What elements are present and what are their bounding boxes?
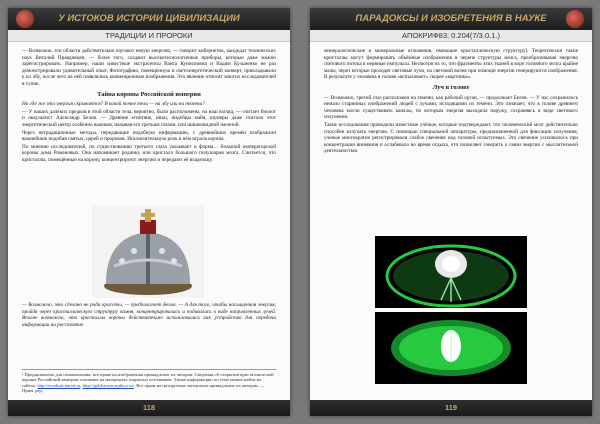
left-page-number: 118 [142,403,156,412]
right-page [310,8,592,416]
footnote-tail: Все права на цитируемые материалы принадлежат их авторам. — Прим. ред. [22,382,265,394]
right-page-number: 119 [444,403,458,412]
right-paragraph: — Возможно, третий глаз расположен на темени, как рабочий орган, — продолжает Белов. — У нас сохранилось немало старинных изображений людей с лучами, исходящими из темени. Это означает, что в голове древнего человека могли существовать каналы, по которым энергия выходила наружу, сохраняясь в виде светового излучения. [324,94,578,121]
right-paragraph: минералогические и минеральные отложения, имеющие кристаллическую структуру). Теоретически такие кристаллы могут формировать объёмные изображения в черепе структуры мозга, преобразовывая энергию светового потока в нервные импульсы. Несмотря на то, что фрагменты этих тканей в коре головного мозга крайне малы, через которые проходят световые лучи, на световой волне при помощи энергии генерируются изображения. В результате у человека в голове «вспыхивает» скорее «картинка». [324,48,578,81]
left-page [8,8,290,416]
footnote: ¹ Предназначено для ознакомления, все права на изображения принадлежат их авторам. Сведения об открытии кристаллической короны Российской империи основаны на материалах открытых источников. Также информацию по теме можно найти на сайтах: http://scorbuts.narod.ru, http://goldcrown.arabica.ru/. Все права на цитируемые материалы принадлежат их авторам. — Прим. ред. [22,369,276,394]
glow-photo-top [375,236,527,308]
left-section-title: Тайна короны Российской империи [97,90,201,98]
glow-photo-bottom [375,312,527,384]
footnote-link-1[interactable]: http://scorbuts.narod.ru [37,382,81,388]
left-paragraph: — У наших далёких предков в этой области тела, вероятно, были расположены, на наш взгляд, — считает биолог и оккультист Александр Белов. — Древние египтяне, инки, индейцы майя, шумеры даже считали этот энергетический центр особенно важным, называя его третьим глазом, или шишковидной железой. [22,108,276,128]
left-paragraph: Но где же эта энергия скрывается? В какой точке тела — на лбу или на темени? [22,101,205,108]
right-page-footer [310,400,592,416]
left-paragraph: По мнению исследователей, по существованию третьего глаза указывает и форма… большой императорской короны дома Романовых. Она напоминает родинку или кристалл большого полушария мозга. Считается, что кристаллы, помещённые на корону, концентрируют энергию и передают её владельцу. [22,143,276,163]
right-section-title: Луч в голове [432,83,470,91]
left-subheader: ТРАДИЦИИ И ПРОРОКИ [8,30,290,42]
left-page-header [8,8,290,30]
right-body-text [324,48,578,156]
emblem-icon [566,10,584,28]
left-body-text [22,48,276,165]
right-header-title: ПАРАДОКСЫ И ИЗОБРЕТЕНИЯ В НАУКЕ [355,13,547,24]
right-paragraph: Такие исследования проводили известные учёные, которые подтверждают, что человеческий мозг действительно способен излучать энергию. С помощью специальной аппаратуры, предназначенной для фиксации излучения, ученые многократно регистрировали слабое свечение над головой испытуемых. Это свечение усиливалось при концентрации внимания и ослабевало во время отдыха, что позволяет говорить о связи энергии с мыслительной деятельностью. [324,121,578,155]
emblem-icon [16,10,34,28]
left-paragraph: — Возможно, эти области действительно изучают некую энергию, — говорит кибернетик, кандидат технических наук Виталий Правдивцев, — более того, создают высокотехнологичные приборы, которые даже можно зарегистрировать. Например, наши известные экстрасенсы Ванга Кунисиовна и Вадим Кузьменко не раз демонстрировали удивительный опыт. Фотографию, помещенную в светоэнергетический конверт, прикладывали к их лбу, после чего на ней появлялись конвенционные изображения. Это явление относят многих исследователей в тупик. [22,48,276,87]
left-page-footer [8,400,290,416]
right-subheader: АПОКРИФ83: 0.204(7/3.0.1.) [310,30,592,42]
footnote-link-2[interactable]: http://goldcrown.arabica.ru/ [82,382,134,388]
crown-photo [92,206,204,298]
left-paragraph: Через нетрадиционные методы, передающие подобную информацию, с древнейших времён изображали важнейшие подобия святых, царей и пророков. Исключительную роль в нём играла корона. [22,129,276,143]
right-page-header [310,8,592,30]
left-header-title: У ИСТОКОВ ИСТОРИИ ЦИВИЛИЗАЦИИ [58,13,240,24]
left-paragraph: — Возможно, это сделано не ради красоты, — предполагает Белов. — А для того, чтобы насыщенная энергия, пройдя через кристаллическую структуру камня, концентрировалась и подавалась в виде направленных лучей. Вполне возможно, что кристаллы короны действительно использовались как устройство для передачи информации на расстояние. [22,302,276,328]
footnote-text: ¹ Предназначено для ознакомления, все права на изображения принадлежат их авторам. Сведения об открытии кристаллической короны Российской империи основаны на материалах открытых источников. Также информацию по теме можно найти на сайтах: [22,371,274,388]
left-body-bottom [22,302,276,329]
